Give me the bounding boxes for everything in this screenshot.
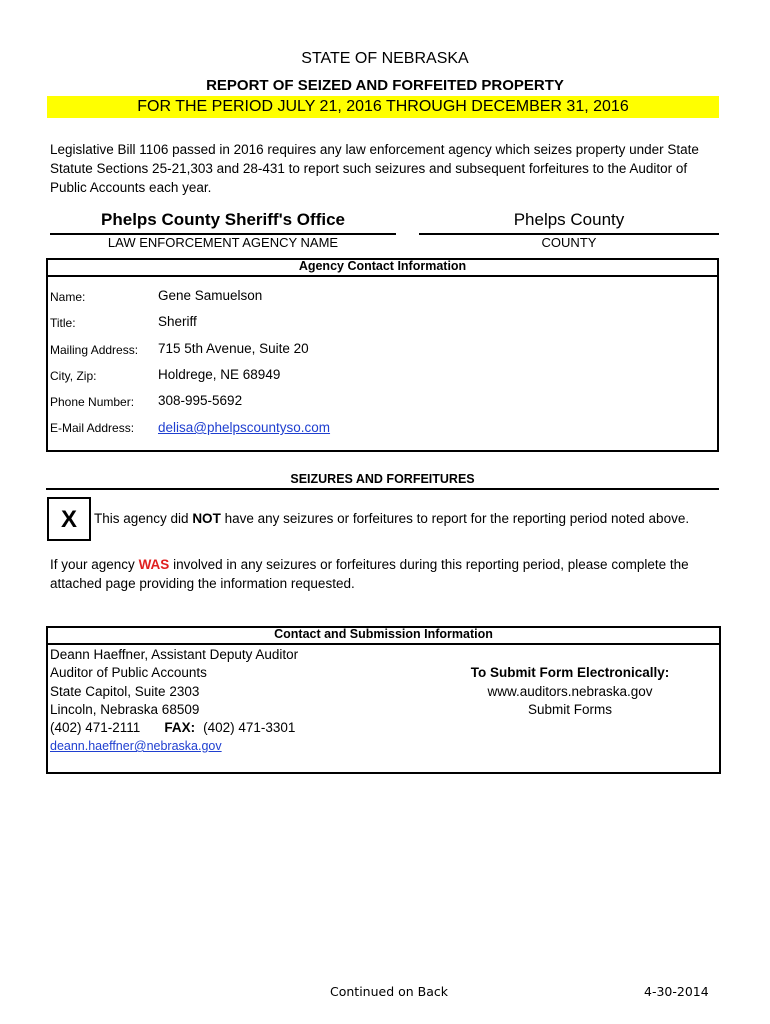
instruction-text: involved in any seizures or forfeitures during this reporting period, please complete the attached page providing the information requested. bbox=[50, 557, 689, 591]
county-caption: COUNTY bbox=[541, 235, 597, 250]
agency-name-field[interactable]: Phelps County Sheriff's Office bbox=[101, 210, 345, 229]
not-emphasis: NOT bbox=[192, 511, 221, 526]
seizures-heading: SEIZURES AND FORFEITURES bbox=[290, 472, 475, 486]
auditor-email-link[interactable]: deann.haeffner@nebraska.gov bbox=[50, 739, 222, 753]
no-seizures-statement bbox=[94, 511, 689, 526]
auditor-phone: (402) 471-2111 bbox=[50, 720, 141, 735]
statement-text: have any seizures or forfeitures to report for the reporting period noted above. bbox=[220, 511, 690, 526]
was-emphasis: WAS bbox=[138, 557, 170, 572]
auditor-address: State Capitol, Suite 2303 bbox=[50, 684, 200, 699]
phone-field[interactable]: 308-995-5692 bbox=[158, 393, 243, 408]
auditor-phone-fax bbox=[50, 720, 295, 735]
agency-name-caption: LAW ENFORCEMENT AGENCY NAME bbox=[107, 235, 339, 250]
email-link[interactable]: delisa@phelpscountyso.com bbox=[158, 420, 331, 435]
email-label: E-Mail Address: bbox=[50, 421, 135, 435]
city-zip-field[interactable]: Holdrege, NE 68949 bbox=[158, 367, 281, 382]
statement-text: This agency did bbox=[94, 511, 193, 526]
agency-contact-box bbox=[46, 258, 719, 452]
reporting-period: FOR THE PERIOD JULY 21, 2016 THROUGH DECEMBER 31, 2016 bbox=[47, 96, 719, 118]
name-label: Name: bbox=[50, 290, 86, 304]
phone-label: Phone Number: bbox=[50, 395, 135, 409]
instruction-text: If your agency bbox=[50, 557, 139, 572]
no-seizures-checkbox[interactable]: X bbox=[47, 497, 91, 541]
seizures-divider bbox=[46, 488, 719, 490]
title-label: Title: bbox=[50, 316, 76, 330]
submission-heading: Contact and Submission Information bbox=[46, 626, 721, 645]
fax-label: FAX: bbox=[164, 720, 196, 735]
continued-note: Continued on Back bbox=[330, 984, 449, 999]
city-zip-label: City, Zip: bbox=[50, 369, 97, 383]
state-title: STATE OF NEBRASKA bbox=[301, 50, 469, 67]
auditor-website[interactable]: www.auditors.nebraska.gov bbox=[487, 684, 653, 699]
report-title: REPORT OF SEIZED AND FORFEITED PROPERTY bbox=[206, 77, 564, 94]
electronic-heading: To Submit Form Electronically: bbox=[470, 665, 670, 680]
submit-forms-link[interactable]: Submit Forms bbox=[527, 702, 612, 717]
form-date: 4-30-2014 bbox=[644, 984, 709, 999]
was-involved-instruction bbox=[50, 555, 720, 593]
mailing-address-label: Mailing Address: bbox=[50, 343, 139, 357]
auditor-city: Lincoln, Nebraska 68509 bbox=[50, 702, 200, 717]
agency-contact-heading: Agency Contact Information bbox=[46, 258, 719, 277]
intro-paragraph: Legislative Bill 1106 passed in 2016 requires any law enforcement agency which seizes property under State Statute Sections 25-21,303 and 28-431 to report such seizures and subsequent forfeitures to the Auditor of Public Accounts each year. bbox=[50, 142, 699, 195]
county-field[interactable]: Phelps County bbox=[513, 210, 625, 229]
mailing-address-field[interactable]: 715 5th Avenue, Suite 20 bbox=[158, 341, 309, 356]
auditor-fax: (402) 471-3301 bbox=[203, 720, 296, 735]
auditor-name: Deann Haeffner, Assistant Deputy Auditor bbox=[50, 647, 299, 662]
auditor-office: Auditor of Public Accounts bbox=[50, 665, 207, 680]
title-field[interactable]: Sheriff bbox=[158, 314, 197, 329]
name-field[interactable]: Gene Samuelson bbox=[158, 288, 263, 303]
